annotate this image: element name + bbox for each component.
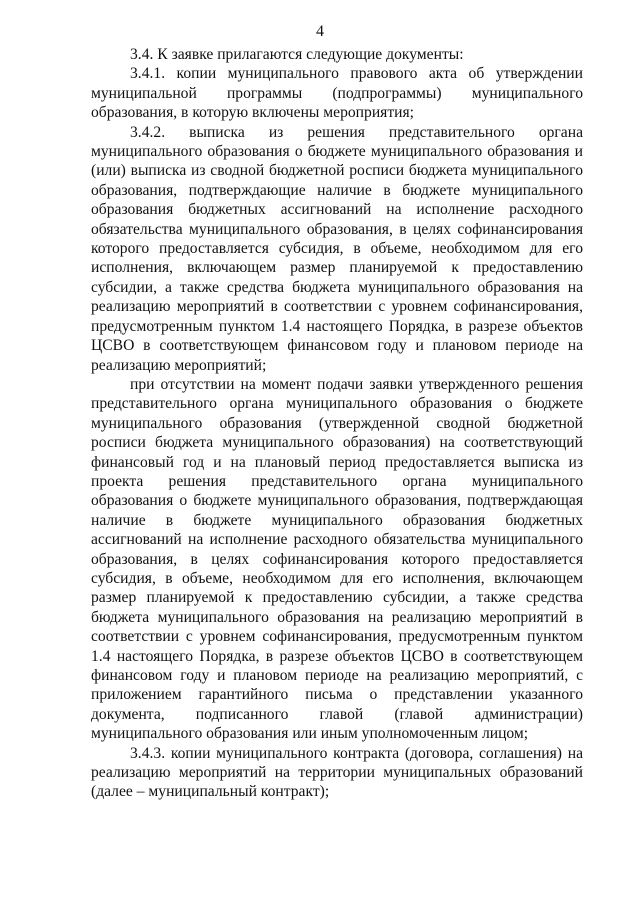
paragraph-3-4-2: 3.4.2. выписка из решения представительного органа муниципального образования о бюджете муниципального образования и (или) выписка из сводной бюджетной росписи бюджета муниципального образования, подтверждающие наличие в бюджете муниципального образования бюджетных ассигнований на исполнение расходного обязательства муниципального образования, в целях софинансирования которого предоставляется субсидия, в объеме, необходимом для его исполнения, включающем размер планируемой к предоставлению субсидии, а также средства бюджета муниципального образования на реализацию мероприятий в соответствии с уровнем софинансирования, предусмотренным пунктом 1.4 настоящего Порядка, в разрезе объектов ЦСВО в соответствующем финансовом году и плановом периоде на реализацию мероприятий; <box>91 123 583 374</box>
page-number: 4 <box>316 23 324 40</box>
document-body <box>91 45 583 802</box>
paragraph-absent-budget-decision: при отсутствии на момент подачи заявки утвержденного решения представительного органа муниципального образования о бюджете муниципального образования (утвержденной сводной бюджетной росписи бюджета муниципального образования) на соответствующий финансовый год и на плановый период предоставляется выписка из проекта решения представительного органа муниципального образования о бюджете муниципального образования, подтверждающая наличие в бюджете муниципального образования бюджетных ассигнований на исполнение расходного обязательства муниципального образования, в целях софинансирования которого предоставляется субсидия, в объеме, необходимом для его исполнения, включающем размер планируемой к предоставлению субсидии, а также средства бюджета муниципального образования на реализацию мероприятий в соответствии с уровнем софинансирования, предусмотренным пунктом 1.4 настоящего Порядка, в разрезе объектов ЦСВО в соответствующем финансовом году и плановом периоде на реализацию мероприятий, с приложением гарантийного письма о представлении указанного документа, подписанного главой (главой администрации) муниципального образования или иным уполномоченным лицом; <box>91 375 583 743</box>
paragraph-3-4-3: 3.4.3. копии муниципального контракта (договора, соглашения) на реализацию мероприятий на территории муниципальных образований (далее – муниципальный контракт); <box>91 744 583 801</box>
paragraph-3-4: 3.4. К заявке прилагаются следующие документы: <box>130 46 464 63</box>
paragraph-3-4-1: 3.4.1. копии муниципального правового акта об утверждении муниципальной программы (подпрограммы) муниципального образования, в которую включены мероприятия; <box>91 65 583 122</box>
